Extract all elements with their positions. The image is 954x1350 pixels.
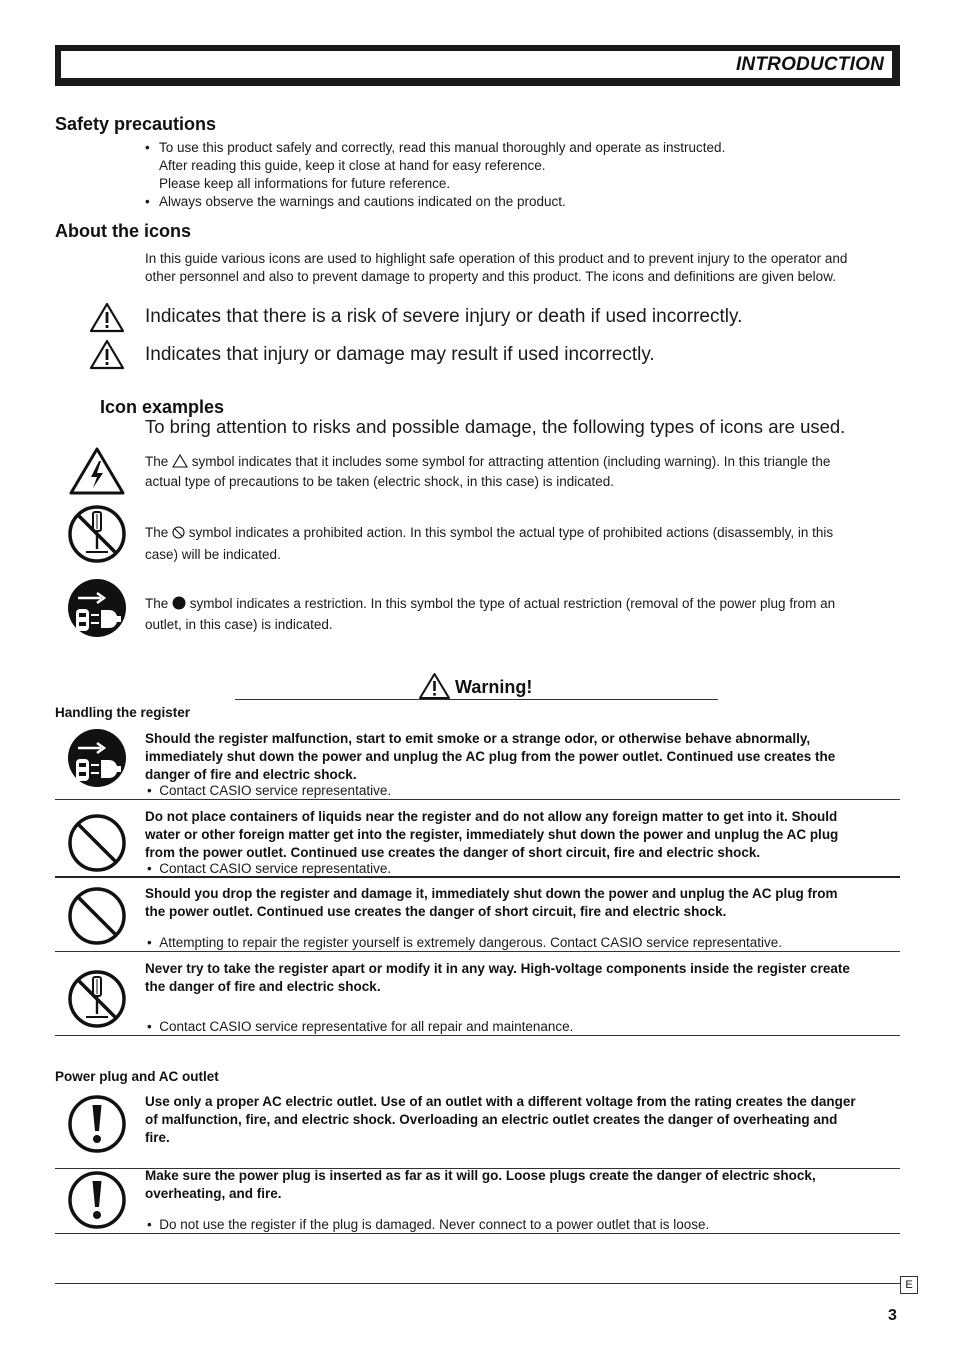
icon-examples-heading: Icon examples — [100, 397, 225, 417]
divider — [55, 799, 900, 800]
prohibited-icon — [67, 886, 127, 946]
language-badge: E — [900, 1276, 918, 1294]
prohibit-example-line-1: The symbol indicates a prohibited action. In this symbol the actual type of prohibited actions (disassembly, in this — [145, 525, 834, 540]
warning-item-1-note: • Contact CASIO service representative. — [147, 783, 392, 798]
warning-item-5-text: Use only a proper AC electric outlet. Use of an outlet with a different voltage from the rating creates the danger of malfunction, fire, and electric shock. Overloading an electric outlet creates the danger of overheating and fire. — [145, 1094, 856, 1145]
warning-title: Warning! — [455, 677, 533, 697]
small-restriction-icon — [172, 596, 186, 610]
triangle-example-line-1: The symbol indicates that it includes some symbol for attracting attention (including warning). In this triangle the — [145, 454, 831, 469]
warning-title-icon — [418, 672, 451, 700]
warning-item-4-text: Never try to take the register apart or modify it in any way. High-voltage components inside the register create the danger of fire and electric shock. — [145, 961, 850, 994]
warning-item-6-text: Make sure the power plug is inserted as far as it will go. Loose plugs create the danger of electric shock, overheating, and fire. — [145, 1168, 816, 1201]
mandatory-exclamation-icon — [67, 1170, 127, 1230]
page-section-title: INTRODUCTION — [735, 54, 884, 75]
unplug-icon — [67, 728, 127, 788]
page-number: 3 — [888, 1307, 897, 1324]
no-disassembly-icon — [67, 504, 127, 564]
divider — [55, 951, 900, 952]
prohibited-icon — [67, 813, 127, 873]
warning-definition: Indicates that there is a risk of severe injury or death if used incorrectly. — [145, 306, 743, 327]
warning-item-2-text: Do not place containers of liquids near the register and do not allow any foreign matter to get into it. Should water or other foreign matter get into the register, immediately shut down the power and unplug the AC plug from the power outlet. Continued use creates the danger of short circuit, fire and electric shock. — [145, 809, 839, 860]
warning-item-3-note: • Attempting to repair the register yourself is extremely dangerous. Contact CASIO service representative. — [147, 935, 783, 950]
safety-bullets — [145, 139, 905, 211]
safety-bullet-1-line-2: After reading this guide, keep it close at hand for easy reference. — [159, 158, 546, 173]
restrict-example-line-2: outlet, in this case) is indicated. — [145, 617, 333, 632]
mandatory-exclamation-icon — [67, 1094, 127, 1154]
safety-bullet-2-line-1: Always observe the warnings and cautions indicated on the product. — [159, 194, 566, 209]
handling-register-heading: Handling the register — [55, 705, 191, 720]
about-heading: About the icons — [55, 221, 191, 241]
warning-item-2-note: • Contact CASIO service representative. — [147, 861, 392, 876]
divider — [55, 876, 900, 878]
small-triangle-icon — [172, 454, 188, 468]
warning-item-1-text: Should the register malfunction, start to emit smoke or a strange odor, or otherwise behave abnormally, immediately shut down the power and unplug the AC plug from the power outlet. Continued use creates the danger of fire and electric shock. — [145, 731, 836, 782]
prohibit-example-text — [145, 522, 915, 566]
warning-title-underline — [235, 699, 718, 700]
warning-item-6-note: • Do not use the register if the plug is damaged. Never connect to a power outlet that is loose. — [147, 1217, 710, 1232]
safety-bullet-2: • Always observe the warnings and cautions indicated on the product. — [145, 194, 566, 209]
caution-triangle-icon — [89, 339, 125, 370]
safety-heading: Safety precautions — [55, 114, 217, 134]
warning-triangle-icon — [89, 302, 125, 333]
safety-bullet-1-line-1: To use this product safely and correctly, read this manual thoroughly and operate as instructed. — [159, 140, 726, 155]
safety-bullet-1-line-3: Please keep all informations for future reference. — [159, 176, 451, 191]
caution-definition: Indicates that injury or damage may result if used incorrectly. — [145, 344, 655, 365]
about-paragraph-line-2: other personnel and also to prevent damage to property and this product. The icons and definitions are given below. — [145, 269, 836, 284]
restrict-example-line-1: The symbol indicates a restriction. In this symbol the type of actual restriction (removal of the power plug from an — [145, 596, 836, 611]
triangle-example-text — [145, 452, 915, 492]
divider — [55, 1035, 900, 1036]
warning-item-3-text: Should you drop the register and damage it, immediately shut down the power and unplug the AC plug from the power outlet. Continued use creates the danger of short circuit, fire and electric shock. — [145, 886, 838, 919]
electric-shock-triangle-icon — [68, 446, 126, 496]
no-disassembly-icon — [67, 969, 127, 1029]
safety-bullet-1: • To use this product safely and correctly, read this manual thoroughly and operate as instructed. After reading this guide, keep it close at hand for easy reference. Please keep all informations for future reference. — [145, 140, 726, 191]
icon-examples-intro: To bring attention to risks and possible damage, the following types of icons are used. — [145, 416, 846, 437]
prohibit-example-line-2: case) will be indicated. — [145, 547, 281, 562]
triangle-example-line-2: actual type of precautions to be taken (electric shock, in this case) is indicated. — [145, 474, 614, 489]
about-paragraph — [145, 250, 925, 286]
about-paragraph-line-1: In this guide various icons are used to highlight safe operation of this product and to prevent injury to the operator and — [145, 251, 848, 266]
restrict-example-text — [145, 593, 915, 635]
footer-rule — [55, 1283, 900, 1284]
small-prohibit-icon — [172, 526, 185, 539]
power-plug-heading: Power plug and AC outlet — [55, 1069, 219, 1084]
warning-item-4-note: • Contact CASIO service representative for all repair and maintenance. — [147, 1019, 574, 1034]
divider — [55, 1233, 900, 1234]
unplug-icon — [67, 578, 127, 638]
